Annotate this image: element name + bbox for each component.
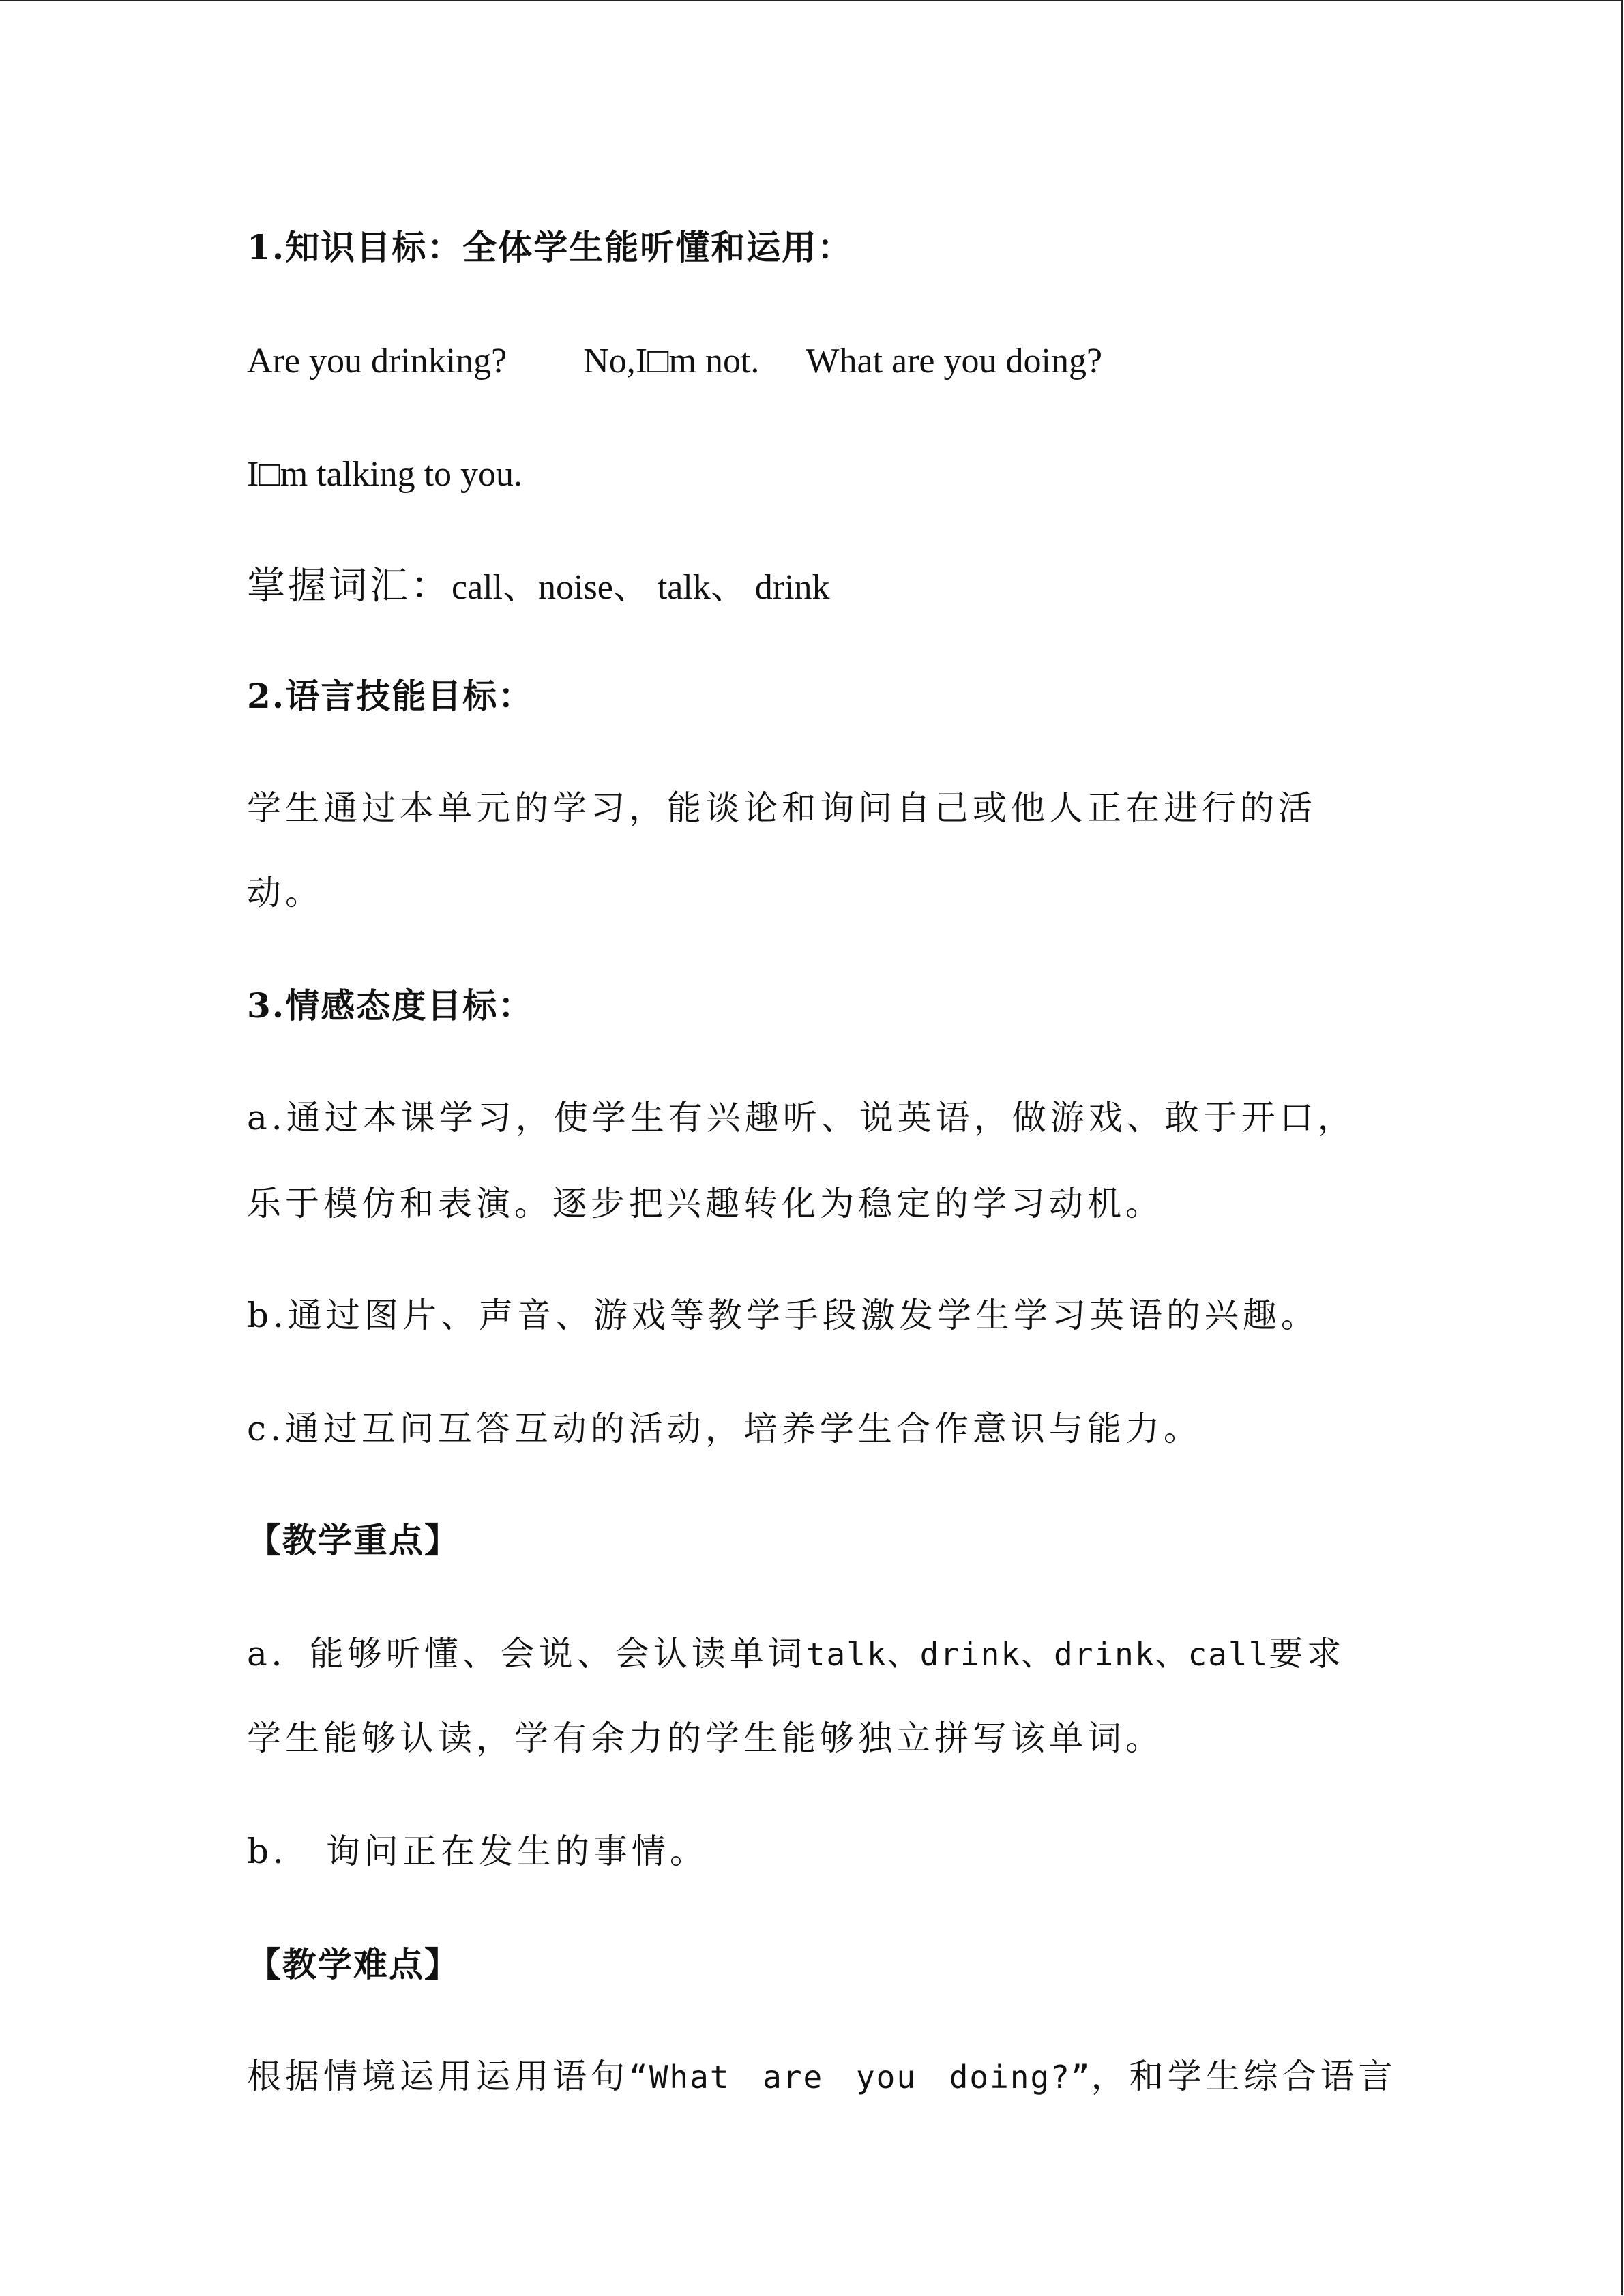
difficulty-line-1 [247, 2057, 1397, 2096]
sentence-are-you-drinking: Are you drinking? [247, 342, 507, 381]
teaching-difficulties-heading: 【教学难点】 [247, 1944, 460, 1984]
key-point-b: b． 询问正在发生的事情。 [247, 1832, 708, 1871]
difficulty-suffix: ，和学生综合语言 [1091, 2057, 1397, 2096]
difficulty-quote: “What are you doing?” [629, 2059, 1091, 2096]
key-point-a-line-1 [247, 1634, 1346, 1673]
section-1-sentences-line [247, 344, 1102, 379]
section-3-item-a-line-1: a.通过本课学习，使学生有兴趣听、说英语，做游戏、敢于开口， [247, 1098, 1356, 1137]
sentence-no-im-not: No,I□m not. [583, 342, 760, 381]
vocabulary-line [247, 564, 830, 608]
section-3-heading: 3.情感态度目标： [247, 985, 534, 1026]
section-1-heading: 1.知识目标：全体学生能听懂和运用： [247, 227, 853, 267]
section-3-item-a-line-2: 乐于模仿和表演。逐步把兴趣转化为稳定的学习动机。 [247, 1184, 1164, 1223]
teaching-key-points-heading: 【教学重点】 [247, 1520, 460, 1560]
vocabulary-label: 掌握词汇： [247, 564, 452, 608]
key-point-a-prefix: a．能够听懂、会说、会认读单词 [247, 1634, 806, 1673]
section-3-item-c: c.通过互问互答互动的活动，培养学生合作意识与能力。 [247, 1409, 1202, 1448]
section-2-paragraph-line-2: 动。 [247, 873, 323, 912]
difficulty-prefix: 根据情境运用运用语句 [247, 2057, 629, 2096]
section-2-heading: 2.语言技能目标： [247, 676, 534, 716]
sentence-what-are-you-doing: What are you doing? [806, 342, 1103, 381]
key-point-a-line-2: 学生能够认读，学有余力的学生能够独立拼写该单词。 [247, 1718, 1164, 1758]
section-3-item-b: b.通过图片、声音、游戏等教学手段激发学生学习英语的兴趣。 [247, 1296, 1319, 1335]
key-point-a-words: talk、drink、drink、call [806, 1636, 1269, 1673]
sentence-im-talking-to-you: I□m talking to you. [247, 455, 523, 494]
key-point-a-suffix: 要求 [1269, 1634, 1346, 1673]
vocabulary-words: call、noise、 talk、 drink [452, 568, 830, 607]
section-2-paragraph-line-1: 学生通过本单元的学习，能谈论和询问自己或他人正在进行的活 [247, 788, 1316, 828]
